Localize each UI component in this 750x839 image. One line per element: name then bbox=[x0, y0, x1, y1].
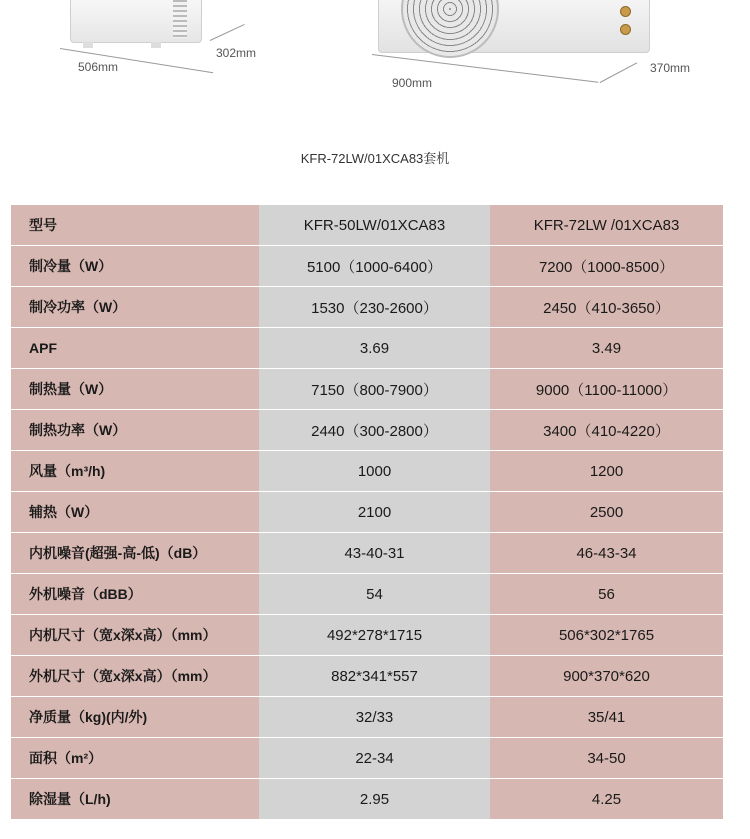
row-label: 外机尺寸（宽x深x高）（mm） bbox=[11, 656, 259, 697]
row-model-2-value: 900*370*620 bbox=[490, 656, 723, 697]
row-label: 内机噪音(超强-高-低)（dB） bbox=[11, 533, 259, 574]
indoor-depth-dimension-line bbox=[210, 24, 245, 41]
row-model-2-value: 2450（410-3650） bbox=[490, 287, 723, 328]
row-model-1-value: 43-40-31 bbox=[259, 533, 490, 574]
row-model-2-value: 3400（410-4220） bbox=[490, 410, 723, 451]
row-model-1-value: 22-34 bbox=[259, 738, 490, 779]
outdoor-unit-image bbox=[378, 0, 650, 53]
row-model-2-value: 34-50 bbox=[490, 738, 723, 779]
indoor-width-label: 506mm bbox=[78, 60, 119, 74]
indoor-unit-foot bbox=[151, 42, 161, 48]
row-label: 面积（m²） bbox=[11, 738, 259, 779]
row-label: 除湿量（L/h) bbox=[11, 779, 259, 820]
outdoor-width-label: 900mm bbox=[392, 76, 433, 90]
row-model-1-value: 32/33 bbox=[259, 697, 490, 738]
table-row bbox=[11, 369, 723, 410]
outdoor-depth-label: 370mm bbox=[650, 61, 691, 75]
row-model-1-value: 54 bbox=[259, 574, 490, 615]
row-model-1-value: 2440（300-2800） bbox=[259, 410, 490, 451]
row-model-2-value: 56 bbox=[490, 574, 723, 615]
outdoor-depth-dimension-line bbox=[600, 62, 638, 83]
indoor-unit-image bbox=[70, 0, 202, 43]
row-model-1-value: 7150（800-7900） bbox=[259, 369, 490, 410]
row-model-1-value: 492*278*1715 bbox=[259, 615, 490, 656]
table-row bbox=[11, 451, 723, 492]
valve-icon bbox=[620, 6, 631, 17]
header-model-2: KFR-72LW /01XCA83 bbox=[490, 205, 723, 246]
table-row bbox=[11, 738, 723, 779]
row-label: 风量（m³/h) bbox=[11, 451, 259, 492]
indoor-depth-label: 302mm bbox=[216, 46, 257, 60]
table-row bbox=[11, 410, 723, 451]
row-label: 净质量（kg)(内/外) bbox=[11, 697, 259, 738]
table-header-row bbox=[11, 205, 723, 246]
row-model-2-value: 46-43-34 bbox=[490, 533, 723, 574]
row-model-1-value: 2100 bbox=[259, 492, 490, 533]
indoor-unit-vent bbox=[173, 0, 187, 38]
row-label: 制热量（W） bbox=[11, 369, 259, 410]
row-model-2-value: 9000（1100-11000） bbox=[490, 369, 723, 410]
row-model-2-value: 2500 bbox=[490, 492, 723, 533]
model-caption: KFR-72LW/01XCA83套机 bbox=[300, 151, 450, 166]
row-label: 外机噪音（dBB） bbox=[11, 574, 259, 615]
row-model-2-value: 3.49 bbox=[490, 328, 723, 369]
row-model-2-value: 1200 bbox=[490, 451, 723, 492]
table-row bbox=[11, 697, 723, 738]
fan-grille-icon bbox=[401, 0, 499, 58]
table-row bbox=[11, 574, 723, 615]
table-row bbox=[11, 287, 723, 328]
row-model-1-value: 5100（1000-6400） bbox=[259, 246, 490, 287]
row-model-2-value: 4.25 bbox=[490, 779, 723, 820]
row-model-1-value: 882*341*557 bbox=[259, 656, 490, 697]
indoor-unit-foot bbox=[83, 42, 93, 48]
table-row bbox=[11, 246, 723, 287]
row-label: 制冷功率（W） bbox=[11, 287, 259, 328]
valve-icon bbox=[620, 24, 631, 35]
table-row bbox=[11, 492, 723, 533]
table-row bbox=[11, 779, 723, 820]
spec-table bbox=[11, 205, 723, 820]
row-model-1-value: 1530（230-2600） bbox=[259, 287, 490, 328]
row-label: 制冷量（W） bbox=[11, 246, 259, 287]
table-row bbox=[11, 533, 723, 574]
row-label: APF bbox=[11, 328, 259, 369]
product-illustration bbox=[0, 0, 750, 195]
row-label: 制热功率（W） bbox=[11, 410, 259, 451]
row-label: 内机尺寸（宽x深x高）（mm） bbox=[11, 615, 259, 656]
table-row bbox=[11, 656, 723, 697]
header-model-1: KFR-50LW/01XCA83 bbox=[259, 205, 490, 246]
row-model-2-value: 35/41 bbox=[490, 697, 723, 738]
row-model-1-value: 1000 bbox=[259, 451, 490, 492]
row-model-1-value: 3.69 bbox=[259, 328, 490, 369]
row-label: 辅热（W） bbox=[11, 492, 259, 533]
table-row bbox=[11, 328, 723, 369]
table-row bbox=[11, 615, 723, 656]
row-model-2-value: 7200（1000-8500） bbox=[490, 246, 723, 287]
header-label: 型号 bbox=[11, 205, 259, 246]
row-model-1-value: 2.95 bbox=[259, 779, 490, 820]
row-model-2-value: 506*302*1765 bbox=[490, 615, 723, 656]
